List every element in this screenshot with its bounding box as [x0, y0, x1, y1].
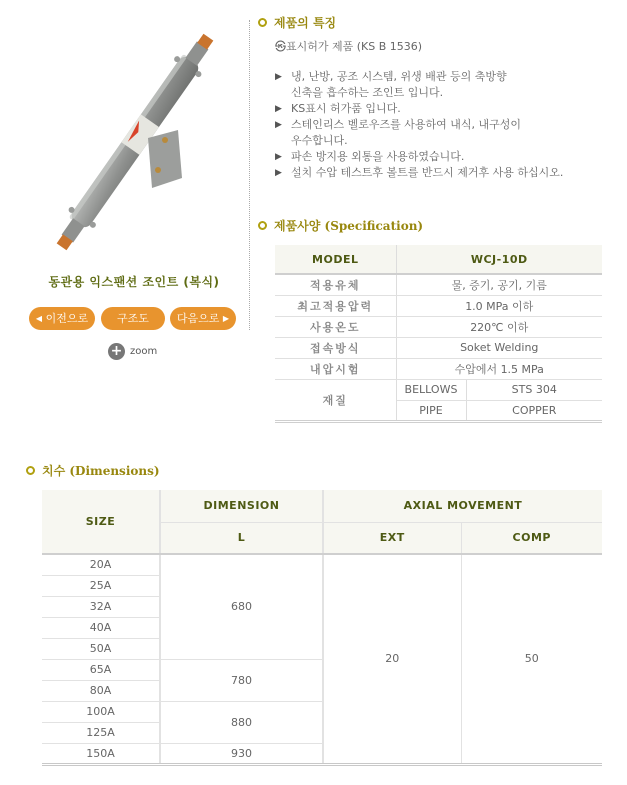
feature-text: KS표시 허가품 입니다. — [291, 102, 401, 115]
size-cell: 150A — [42, 743, 160, 764]
spec-value: 220℃ 이하 — [396, 316, 602, 337]
triangle-bullet-icon: ▶ — [275, 168, 282, 178]
spec-label: 사용온도 — [275, 316, 396, 337]
structure-button-label: 구조도 — [117, 312, 149, 325]
triangle-bullet-icon: ▶ — [275, 72, 282, 82]
triangle-right-icon: ▶ — [222, 314, 230, 323]
material-part: PIPE — [396, 400, 466, 421]
spec-label: 내압시험 — [275, 358, 396, 379]
size-cell: 40A — [42, 617, 160, 638]
size-cell: 100A — [42, 701, 160, 722]
size-cell: 25A — [42, 575, 160, 596]
l-header: L — [160, 522, 323, 554]
spec-value: Soket Welding — [396, 337, 602, 358]
comp-header: COMP — [461, 522, 602, 554]
triangle-bullet-icon: ▶ — [275, 104, 282, 114]
axial-movement-header: AXIAL MOVEMENT — [323, 490, 602, 522]
material-value: STS 304 — [466, 379, 602, 400]
next-button-label: 다음으로 — [176, 312, 220, 325]
ks-cert-text: 표시허가 제품 (KS B 1536) — [286, 40, 423, 53]
feature-text: 냉, 난방, 공조 시스템, 위생 배관 등의 축방향 — [291, 70, 507, 83]
dimensions-heading-text: 치수 (Dimensions) — [42, 464, 160, 478]
spec-value: 물, 증기, 공기, 기름 — [396, 274, 602, 295]
spec-row — [275, 337, 602, 358]
ext-cell: 20 — [323, 554, 461, 764]
size-cell: 125A — [42, 722, 160, 743]
material-value: COPPER — [466, 400, 602, 421]
ext-header: EXT — [323, 522, 461, 554]
feature-item — [275, 165, 615, 181]
triangle-bullet-icon: ▶ — [275, 152, 282, 162]
prev-button-label: 이전으로 — [45, 312, 89, 325]
l-cell: 880 — [160, 701, 323, 743]
spec-header-row — [275, 245, 602, 274]
material-part: BELLOWS — [396, 379, 466, 400]
spec-label: 접속방식 — [275, 337, 396, 358]
ks-cert-line — [275, 39, 615, 55]
l-cell: 930 — [160, 743, 323, 764]
spec-row — [275, 295, 602, 316]
zoom-button[interactable] — [108, 342, 157, 360]
spec-value: 1.0 MPa 이하 — [396, 295, 602, 316]
spec-table — [275, 245, 602, 423]
structure-button[interactable] — [101, 307, 165, 330]
size-cell: 20A — [42, 554, 160, 575]
ks-mark-icon: ㉿ — [275, 40, 286, 53]
product-image[interactable] — [40, 30, 230, 255]
size-cell: 65A — [42, 659, 160, 680]
spec-label: 재질 — [275, 379, 396, 421]
features-heading-text: 제품의 특징 — [274, 16, 337, 30]
comp-cell: 50 — [461, 554, 602, 764]
zoom-label: zoom — [130, 345, 158, 357]
spec-value: 수압에서 1.5 MPa — [396, 358, 602, 379]
dimensions-heading — [26, 462, 160, 479]
l-cell: 680 — [160, 554, 323, 659]
product-name: 동관용 익스팬션 조인트 (복식) — [48, 275, 220, 289]
feature-item — [275, 69, 615, 101]
ring-bullet-icon — [258, 18, 267, 27]
dim-header-row — [42, 490, 602, 522]
dim-row — [42, 554, 602, 575]
feature-text: 설치 수압 테스트후 볼트를 반드시 제거후 사용 하십시오. — [291, 166, 564, 179]
feature-text: 신축을 흡수하는 조인트 입니다. — [291, 86, 444, 99]
spec-row — [275, 274, 602, 295]
spec-header-value: WCJ-10D — [396, 245, 602, 274]
feature-item — [275, 149, 615, 165]
size-header: SIZE — [42, 490, 160, 554]
size-cell: 80A — [42, 680, 160, 701]
plus-circle-icon: + — [108, 343, 125, 360]
spec-label: 적용유체 — [275, 274, 396, 295]
spec-row — [275, 358, 602, 379]
dimension-header: DIMENSION — [160, 490, 323, 522]
vertical-dotted-divider — [249, 20, 250, 330]
next-button[interactable] — [170, 307, 236, 330]
features-list — [275, 39, 615, 181]
feature-text: 스테인리스 벨로우즈를 사용하여 내식, 내구성이 — [291, 118, 522, 131]
spec-heading — [258, 217, 423, 234]
feature-item — [275, 117, 615, 149]
triangle-bullet-icon: ▶ — [275, 120, 282, 130]
size-cell: 32A — [42, 596, 160, 617]
feature-text: 우수합니다. — [291, 134, 348, 147]
prev-button[interactable] — [29, 307, 95, 330]
ring-bullet-icon — [258, 221, 267, 230]
feature-text: 파손 방지용 외통을 사용하였습니다. — [291, 150, 465, 163]
l-cell: 780 — [160, 659, 323, 701]
size-cell: 50A — [42, 638, 160, 659]
ring-bullet-icon — [26, 466, 35, 475]
features-heading — [258, 14, 336, 31]
triangle-left-icon: ◀ — [35, 314, 43, 323]
spec-row — [275, 316, 602, 337]
dimensions-table — [42, 490, 602, 766]
spec-label: 최고적용압력 — [275, 295, 396, 316]
feature-item — [275, 101, 615, 117]
spec-header-label: MODEL — [275, 245, 396, 274]
spec-row — [275, 379, 602, 400]
spec-heading-text: 제품사양 (Specification) — [274, 219, 424, 233]
